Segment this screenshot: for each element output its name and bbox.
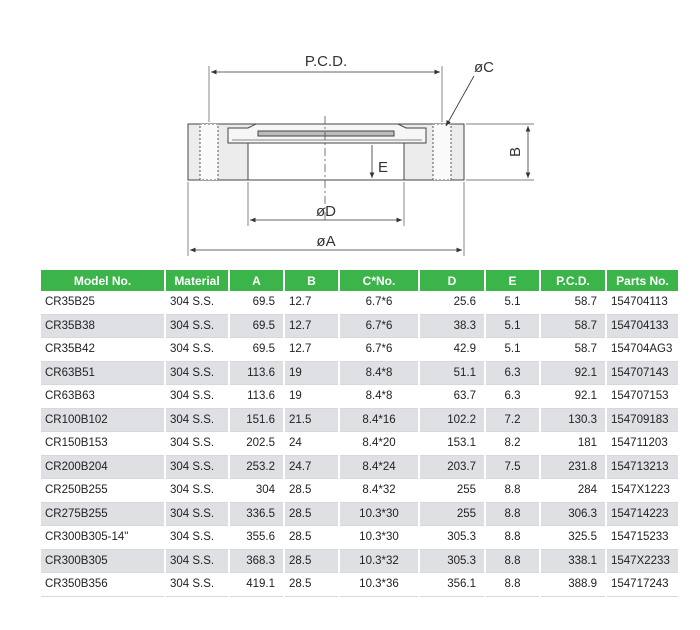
table-cell: 8.4*8 — [340, 385, 418, 409]
table-cell: 338.1 — [541, 550, 605, 574]
table-cell: 130.3 — [541, 409, 605, 433]
d-label: øD — [316, 203, 336, 220]
table-cell: 8.2 — [486, 432, 539, 456]
table-cell: 6.3 — [486, 385, 539, 409]
table-cell: 304 S.S. — [166, 479, 228, 503]
table-cell: 69.5 — [230, 291, 283, 315]
table-cell: 51.1 — [420, 362, 484, 386]
table-cell: 10.3*32 — [340, 550, 418, 574]
table-cell: 306.3 — [541, 503, 605, 527]
table-cell: 231.8 — [541, 456, 605, 480]
table-cell: 304 S.S. — [166, 315, 228, 339]
table-cell: CR200B204 — [41, 456, 164, 480]
table-cell: 7.2 — [486, 409, 539, 433]
table-cell: 305.3 — [420, 550, 484, 574]
table-cell: 284 — [541, 479, 605, 503]
table-cell: 181 — [541, 432, 605, 456]
specification-table — [39, 270, 680, 597]
table-cell: CR300B305-14" — [41, 526, 164, 550]
table-cell: 92.1 — [541, 385, 605, 409]
table-cell: 1547X2233 — [607, 550, 678, 574]
column-header-b: B — [285, 270, 338, 291]
table-cell: 5.1 — [486, 291, 539, 315]
table-row — [41, 291, 678, 315]
table-cell: 154707153 — [607, 385, 678, 409]
table-cell: 5.1 — [486, 338, 539, 362]
e-label: E — [378, 159, 389, 176]
table-header-row — [41, 270, 678, 291]
table-cell: 102.2 — [420, 409, 484, 433]
table-cell: 325.5 — [541, 526, 605, 550]
table-cell: 113.6 — [230, 385, 283, 409]
table-cell: CR35B25 — [41, 291, 164, 315]
table-row — [41, 456, 678, 480]
table-cell: 154704AG3 — [607, 338, 678, 362]
column-header-model-no: Model No. — [41, 270, 164, 291]
table-cell: 304 S.S. — [166, 409, 228, 433]
c-leader-line — [446, 76, 474, 126]
column-header-e: E — [486, 270, 539, 291]
table-row — [41, 503, 678, 527]
column-header-c-no: C*No. — [340, 270, 418, 291]
table-cell: 19 — [285, 385, 338, 409]
table-cell: 151.6 — [230, 409, 283, 433]
table-cell: 5.1 — [486, 315, 539, 339]
table-cell: 203.7 — [420, 456, 484, 480]
table-row — [41, 573, 678, 597]
table-cell: CR350B356 — [41, 573, 164, 597]
table-cell: 305.3 — [420, 526, 484, 550]
table-row — [41, 362, 678, 386]
table-cell: 154715233 — [607, 526, 678, 550]
table-cell: 28.5 — [285, 503, 338, 527]
table-cell: 153.1 — [420, 432, 484, 456]
table-cell: 8.8 — [486, 573, 539, 597]
table-row — [41, 550, 678, 574]
column-header-p-c-d: P.C.D. — [541, 270, 605, 291]
table-cell: 8.4*16 — [340, 409, 418, 433]
table-cell: 7.5 — [486, 456, 539, 480]
table-cell: 336.5 — [230, 503, 283, 527]
pcd-label: P.C.D. — [304, 53, 348, 70]
table-cell: 154709183 — [607, 409, 678, 433]
table-cell: 154707143 — [607, 362, 678, 386]
table-cell: 304 S.S. — [166, 573, 228, 597]
table-cell: 253.2 — [230, 456, 283, 480]
c-label: øC — [474, 59, 494, 76]
table-cell: 154711203 — [607, 432, 678, 456]
table-cell: 24 — [285, 432, 338, 456]
table-cell: 154714223 — [607, 503, 678, 527]
table-cell: 154713213 — [607, 456, 678, 480]
table-cell: 6.7*6 — [340, 315, 418, 339]
table-cell: 42.9 — [420, 338, 484, 362]
a-label: øA — [316, 233, 336, 250]
table-cell: 304 S.S. — [166, 338, 228, 362]
table-cell: CR100B102 — [41, 409, 164, 433]
table-cell: 58.7 — [541, 338, 605, 362]
table-cell: 28.5 — [285, 526, 338, 550]
table-row — [41, 409, 678, 433]
table-cell: 355.6 — [230, 526, 283, 550]
table-cell: 8.4*32 — [340, 479, 418, 503]
table-cell: 388.9 — [541, 573, 605, 597]
table-cell: 10.3*36 — [340, 573, 418, 597]
table-row — [41, 479, 678, 503]
table-row — [41, 432, 678, 456]
table-cell: 304 S.S. — [166, 526, 228, 550]
table-cell: 356.1 — [420, 573, 484, 597]
table-cell: CR35B42 — [41, 338, 164, 362]
table-cell: CR275B255 — [41, 503, 164, 527]
table-cell: 10.3*30 — [340, 503, 418, 527]
table-cell: 304 S.S. — [166, 432, 228, 456]
column-header-parts-no: Parts No. — [607, 270, 678, 291]
column-header-d: D — [420, 270, 484, 291]
table-cell: 304 S.S. — [166, 291, 228, 315]
table-cell: 28.5 — [285, 550, 338, 574]
table-row — [41, 526, 678, 550]
table-cell: 21.5 — [285, 409, 338, 433]
table-cell: 304 S.S. — [166, 456, 228, 480]
column-header-material: Material — [166, 270, 228, 291]
table-cell: CR35B38 — [41, 315, 164, 339]
table-cell: 28.5 — [285, 479, 338, 503]
table-cell: 38.3 — [420, 315, 484, 339]
table-cell: 304 S.S. — [166, 550, 228, 574]
table-cell: 255 — [420, 479, 484, 503]
table-cell: 6.7*6 — [340, 291, 418, 315]
table-cell: 10.3*30 — [340, 526, 418, 550]
table-cell: 12.7 — [285, 338, 338, 362]
table-cell: 58.7 — [541, 291, 605, 315]
table-cell: 255 — [420, 503, 484, 527]
table-row — [41, 315, 678, 339]
table-cell: 304 S.S. — [166, 362, 228, 386]
table-cell: 8.8 — [486, 503, 539, 527]
table-cell: 154717243 — [607, 573, 678, 597]
b-label: B — [507, 146, 524, 158]
table-cell: 12.7 — [285, 315, 338, 339]
table-cell: 202.5 — [230, 432, 283, 456]
table-cell: 6.3 — [486, 362, 539, 386]
table-cell: CR300B305 — [41, 550, 164, 574]
table-cell: 25.6 — [420, 291, 484, 315]
table-cell: 8.8 — [486, 479, 539, 503]
column-header-a: A — [230, 270, 283, 291]
table-row — [41, 338, 678, 362]
table-row — [41, 385, 678, 409]
table-cell: 69.5 — [230, 338, 283, 362]
table-cell: CR150B153 — [41, 432, 164, 456]
table-cell: 6.7*6 — [340, 338, 418, 362]
table-cell: CR63B51 — [41, 362, 164, 386]
table-cell: 368.3 — [230, 550, 283, 574]
table-cell: 8.8 — [486, 550, 539, 574]
table-cell: CR63B63 — [41, 385, 164, 409]
table-cell: 8.4*20 — [340, 432, 418, 456]
table-cell: 304 S.S. — [166, 503, 228, 527]
flange-cross-section-drawing — [0, 0, 700, 270]
table-cell: 92.1 — [541, 362, 605, 386]
table-cell: 154704113 — [607, 291, 678, 315]
table-cell: 304 S.S. — [166, 385, 228, 409]
table-cell: 304 — [230, 479, 283, 503]
table-cell: 113.6 — [230, 362, 283, 386]
table-cell: 8.8 — [486, 526, 539, 550]
table-cell: 1547X1223 — [607, 479, 678, 503]
table-cell: 69.5 — [230, 315, 283, 339]
table-cell: 19 — [285, 362, 338, 386]
table-cell: 8.4*24 — [340, 456, 418, 480]
table-cell: 63.7 — [420, 385, 484, 409]
table-cell: CR250B255 — [41, 479, 164, 503]
table-cell: 8.4*8 — [340, 362, 418, 386]
table-cell: 28.5 — [285, 573, 338, 597]
flange-body — [188, 124, 464, 180]
table-cell: 419.1 — [230, 573, 283, 597]
table-cell: 12.7 — [285, 291, 338, 315]
table-cell: 58.7 — [541, 315, 605, 339]
table-cell: 154704133 — [607, 315, 678, 339]
table-cell: 24.7 — [285, 456, 338, 480]
